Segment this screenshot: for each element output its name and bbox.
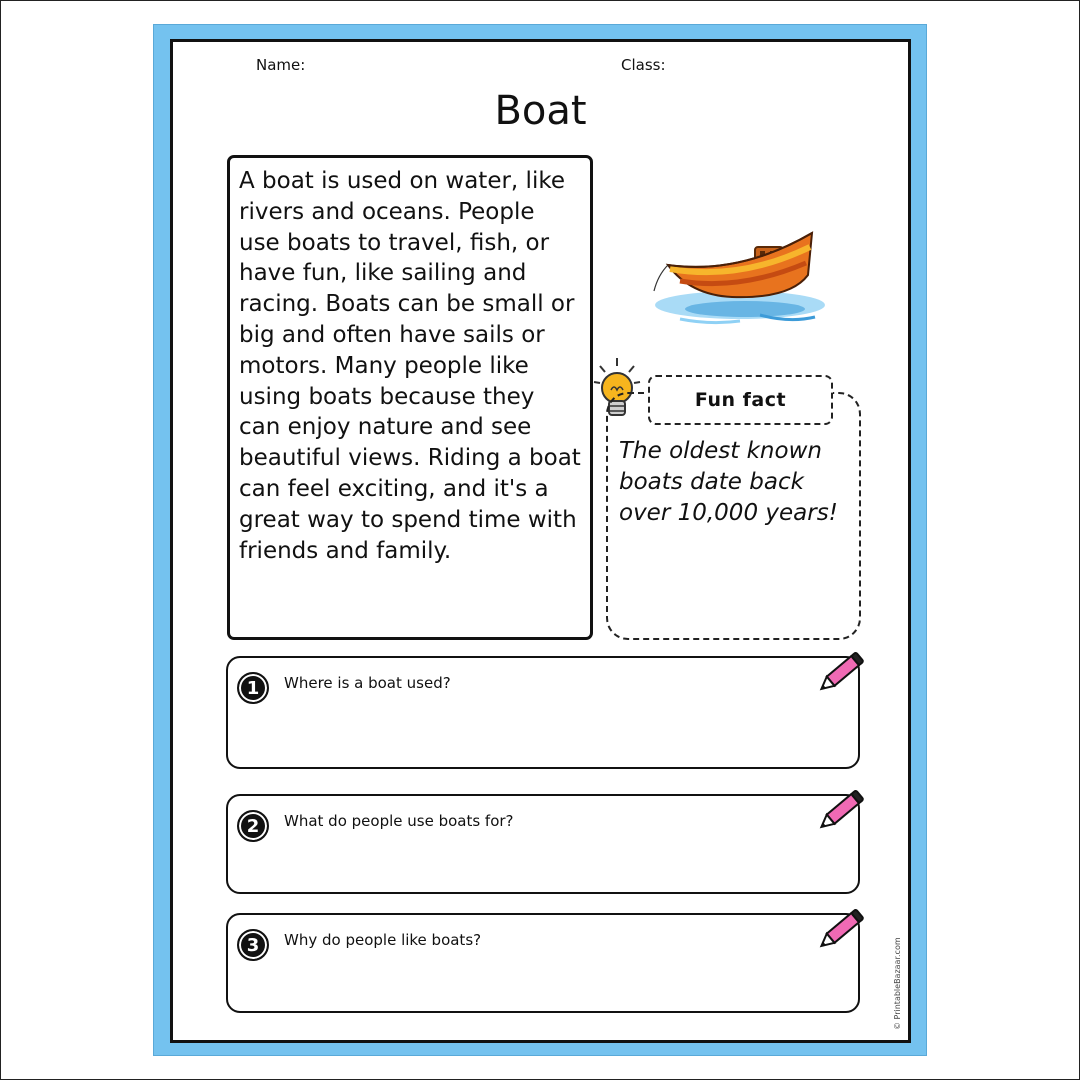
question-number-3: 3	[237, 929, 269, 961]
page-title: Boat	[494, 88, 587, 134]
question-text-2: What do people use boats for?	[284, 812, 514, 830]
class-label: Class:	[621, 56, 666, 74]
pencil-icon	[814, 786, 870, 836]
question-box-2[interactable]	[226, 794, 860, 894]
question-text-3: Why do people like boats?	[284, 931, 482, 949]
name-label: Name:	[256, 56, 306, 74]
fun-fact-text: The oldest known boats date back over 10,000 years!	[619, 438, 838, 526]
fun-fact-label: Fun fact	[648, 375, 833, 425]
reading-passage-box	[227, 155, 593, 640]
question-number-1: 1	[237, 672, 269, 704]
question-text-1: Where is a boat used?	[284, 674, 451, 692]
watermark: © PrintableBazaar.com	[893, 937, 902, 1030]
question-number-2: 2	[237, 810, 269, 842]
boat-icon	[640, 225, 830, 335]
reading-passage-text: A boat is used on water, like rivers and oceans. People use boats to travel, fish, or have fun, like sailing and racing. Boats can be small or big and often have sails or motors. Many people like using boats because they can enjoy nature and see beautiful views. Riding a boat can feel exciting, and it's a great way to spend time with friends and family.	[239, 168, 581, 564]
question-box-3[interactable]	[226, 913, 860, 1013]
pencil-icon	[814, 648, 870, 698]
pencil-icon	[814, 905, 870, 955]
question-box-1[interactable]	[226, 656, 860, 769]
